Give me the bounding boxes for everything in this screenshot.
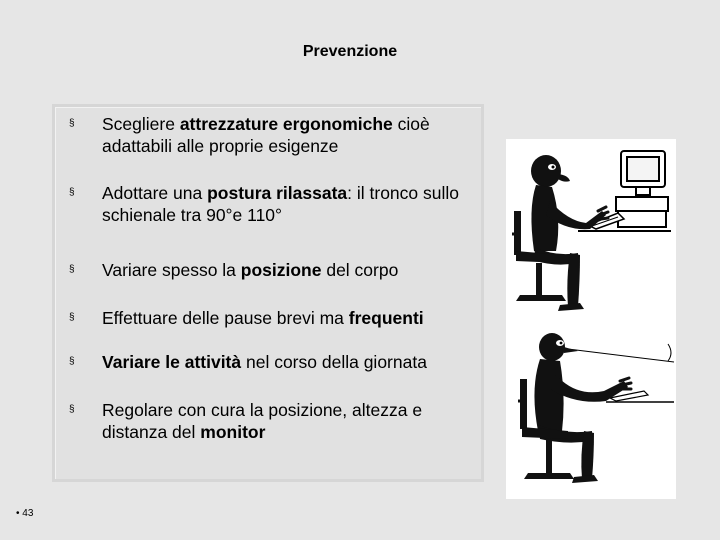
bold-text-run: posizione [240, 260, 322, 280]
ergonomic-posture-illustration [506, 139, 676, 499]
text-run: Regolare con cura la posizione, altezza e distanza del [102, 400, 423, 442]
bullet-item-adjust-monitor [102, 399, 487, 443]
seated-worker-figure-bottom [518, 333, 674, 483]
bullet-item-frequent-breaks [102, 307, 487, 329]
bullet-marker: § [69, 356, 75, 367]
bullet-marker: § [69, 312, 75, 323]
text-run: Scegliere [102, 114, 180, 134]
bullet-item-ergonomic-equipment [102, 113, 487, 157]
bullet-marker: § [69, 118, 75, 129]
bullet-item-change-position [102, 259, 487, 281]
text-run: : il tronco sullo schienale tra 90°e 110° [102, 183, 459, 225]
text-run: Adottare una [102, 183, 208, 203]
bullet-list-panel [52, 104, 484, 482]
text-run: nel corso della giornata [241, 352, 427, 372]
bold-text-run: Variare le attività [102, 352, 242, 372]
page-number: • 43 [16, 508, 34, 519]
text-run: del corpo [321, 260, 399, 280]
text-run: Effettuare delle pause brevi ma [102, 308, 349, 328]
seated-worker-figure-top [512, 151, 671, 311]
bold-text-run: attrezzature ergonomiche [179, 114, 393, 134]
bullet-marker: § [69, 187, 75, 198]
bullet-item-relaxed-posture [102, 182, 487, 226]
bold-text-run: monitor [200, 422, 266, 442]
bullet-marker: § [69, 264, 75, 275]
text-run: Variare spesso la [102, 260, 241, 280]
slide-title: Prevenzione [302, 43, 398, 60]
bold-text-run: postura rilassata [207, 183, 348, 203]
bullet-marker: § [69, 404, 75, 415]
text-run: cioè adattabili alle proprie esigenze [102, 114, 430, 156]
bold-text-run: frequenti [348, 308, 424, 328]
bullet-item-vary-activities [102, 351, 487, 373]
